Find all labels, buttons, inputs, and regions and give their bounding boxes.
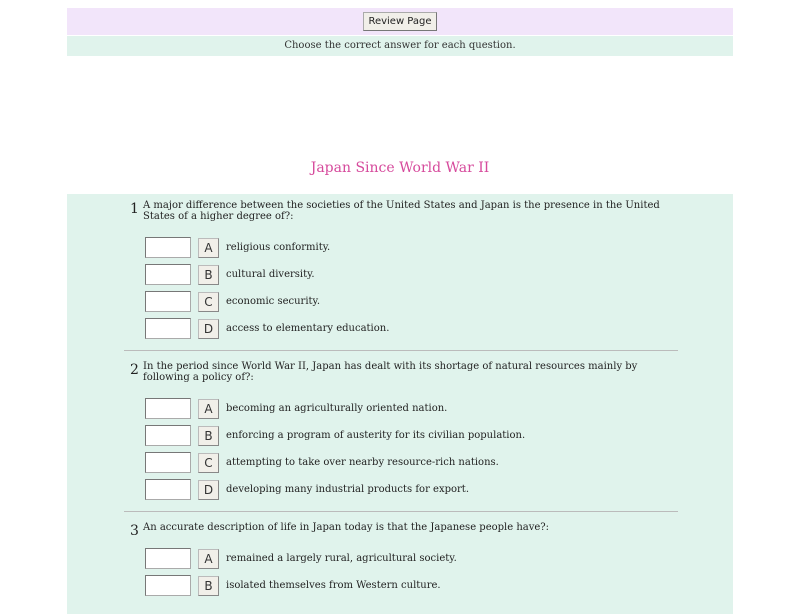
answer-input[interactable] [145, 237, 191, 258]
question-text: A major difference between the societies of the United States and Japan is the presence in the United States of a higher degree of?: [143, 200, 660, 222]
questions-panel [67, 194, 733, 614]
option-letter-button[interactable]: C [198, 453, 219, 473]
answer-input[interactable] [145, 264, 191, 285]
answer-option [145, 234, 678, 261]
quiz-title: Japan Since World War II [310, 160, 490, 176]
question [124, 516, 678, 599]
option-text: access to elementary education. [226, 323, 390, 334]
option-text: remained a largely rural, agricultural society. [226, 553, 457, 564]
answer-input[interactable] [145, 398, 191, 419]
option-text: enforcing a program of austerity for its civilian population. [226, 430, 526, 441]
option-letter-button[interactable]: A [198, 238, 219, 258]
question-number: 1 [130, 201, 139, 217]
option-letter-button[interactable]: B [198, 265, 219, 285]
question [124, 355, 678, 512]
option-text: isolated themselves from Western culture. [226, 580, 441, 591]
option-letter-button[interactable]: B [198, 576, 219, 596]
option-text: economic security. [226, 296, 321, 307]
option-letter-button[interactable]: A [198, 399, 219, 419]
answer-input[interactable] [145, 452, 191, 473]
answer-option [145, 545, 678, 572]
option-text: developing many industrial products for export. [226, 484, 469, 495]
answer-option [145, 449, 678, 476]
option-text: attempting to take over nearby resource-rich nations. [226, 457, 499, 468]
answer-input[interactable] [145, 548, 191, 569]
option-letter-button[interactable]: A [198, 549, 219, 569]
answer-option [145, 315, 678, 342]
answer-option [145, 261, 678, 288]
answer-input[interactable] [145, 291, 191, 312]
instructions: Choose the correct answer for each question. [67, 36, 733, 56]
question-text: An accurate description of life in Japan today is that the Japanese people have?: [143, 522, 550, 533]
answer-input[interactable] [145, 575, 191, 596]
answer-option [145, 395, 678, 422]
answer-option [145, 288, 678, 315]
option-letter-button[interactable]: C [198, 292, 219, 312]
answer-input[interactable] [145, 479, 191, 500]
divider [124, 511, 678, 512]
divider [124, 350, 678, 351]
header-bar [67, 8, 733, 35]
answer-input[interactable] [145, 318, 191, 339]
option-text: religious conformity. [226, 242, 331, 253]
review-page-button[interactable]: Review Page [363, 12, 436, 31]
question-text: In the period since World War II, Japan has dealt with its shortage of natural resources mainly by following a policy of?: [143, 361, 638, 383]
answer-input[interactable] [145, 425, 191, 446]
option-text: cultural diversity. [226, 269, 315, 280]
question-number: 3 [130, 523, 139, 539]
option-letter-button[interactable]: D [198, 319, 219, 339]
answer-option [145, 422, 678, 449]
question-number: 2 [130, 362, 139, 378]
option-letter-button[interactable]: D [198, 480, 219, 500]
option-letter-button[interactable]: B [198, 426, 219, 446]
question [124, 194, 678, 351]
answer-option [145, 572, 678, 599]
option-text: becoming an agriculturally oriented nation. [226, 403, 448, 414]
answer-option [145, 476, 678, 503]
